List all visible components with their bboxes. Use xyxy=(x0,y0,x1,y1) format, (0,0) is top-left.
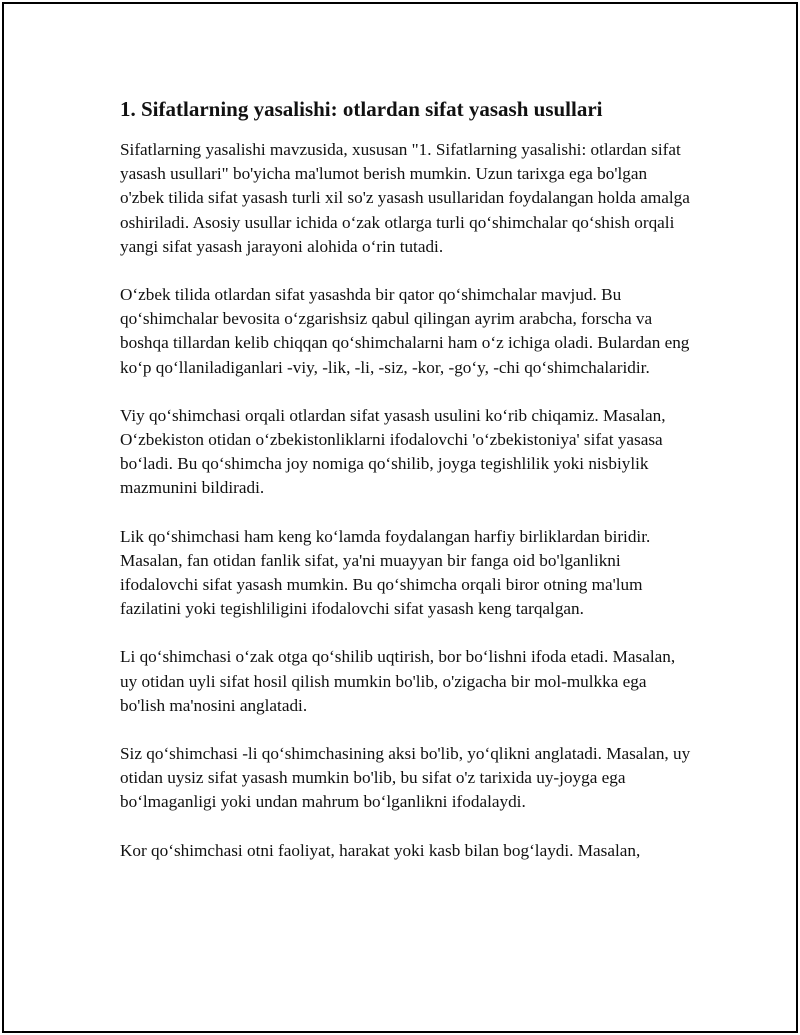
page-frame xyxy=(2,2,798,1033)
paragraph-5: Li qo‘shimchasi o‘zak otga qo‘shilib uqtirish, bor bo‘lishni ifoda etadi. Masalan, uy otidan uyli sifat hosil qilish mumkin bo'lib, o'zigacha bir mol-mulkka ega bo'lish ma'nosini anglatadi. xyxy=(120,647,676,715)
paragraph-4: Lik qo‘shimchasi ham keng ko‘lamda foydalangan harfiy birliklardan biridir. Masalan, fan otidan fanlik sifat, ya'ni muayyan bir fanga oid bo'lganlikni ifodalovchi sifat yasash mumkin. Bu qo‘shimcha orqali biror otning ma'lum fazilatini yoki tegishliligini ifodalovchi sifat yasash keng tarqalgan. xyxy=(120,526,651,619)
paragraph-6: Siz qo‘shimchasi -li qo‘shimchasining aksi bo'lib, yo‘qlikni anglatadi. Masalan, uy otidan uysiz sifat yasash mumkin bo'lib, bu sifat o'z tarixida uy-joyga ega bo‘lmaganligi yoki undan mahrum bo‘lganlikni ifodalaydi. xyxy=(120,744,691,812)
paragraph-3: Viy qo‘shimchasi orqali otlardan sifat yasash usulini ko‘rib chiqamiz. Masalan, O‘zbekiston otidan o‘zbekistonliklarni ifodalovchi 'o‘zbekistoniya' sifat yasasa bo‘ladi. Bu qo‘shimcha joy nomiga qo‘shilib, joyga tegishlilik yoki nisbiylik mazmunini bildiradi. xyxy=(120,405,666,498)
paragraph-1: Sifatlarning yasalishi mavzusida, xususan "1. Sifatlarning yasalishi: otlardan sifat yasash usullari" bo'yicha ma'lumot berish mumkin. Uzun tarixga ega bo'lgan o'zbek tilida sifat yasash turli xil so'z yasash usullaridan foydalangan holda amalga oshiriladi. Asosiy usullar ichida o‘zak otlarga turli qo‘shimchalar qo‘shish orqali yangi sifat yasash jarayoni alohida o‘rin tutadi. xyxy=(120,140,690,256)
document-body xyxy=(120,94,692,887)
section-heading: 1. Sifatlarning yasalishi: otlardan sifat yasash usullari xyxy=(120,97,603,121)
paragraph-7: Kor qo‘shimchasi otni faoliyat, harakat yoki kasb bilan bog‘laydi. Masalan, xyxy=(120,840,641,860)
paragraph-2: O‘zbek tilida otlardan sifat yasashda bir qator qo‘shimchalar mavjud. Bu qo‘shimchalar bevosita o‘zgarishsiz qabul qilingan ayrim arabcha, forscha va boshqa tillardan kelib chiqqan qo‘shimchalarni ham o‘z ichiga oladi. Bulardan eng ko‘p qo‘llaniladiganlari -viy, -lik, -li, -siz, -kor, -go‘y, -chi qo‘shimchalaridir. xyxy=(120,285,690,377)
